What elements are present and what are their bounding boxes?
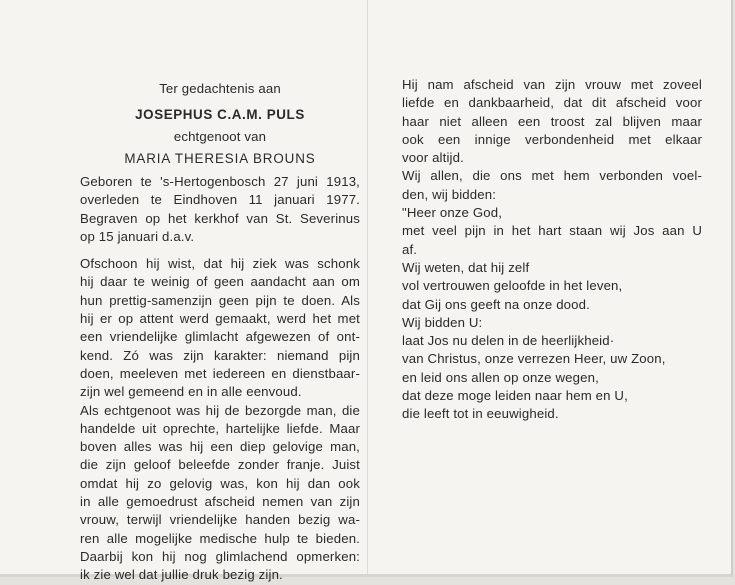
prayer-line: Wij bidden U: [402, 314, 483, 330]
prayer-line: die leeft tot in eeuwigheid. [402, 406, 559, 422]
body-line: Daarbij kon hij nog glimlachend opmerken: [80, 548, 360, 564]
prayer-line: met veel pijn in het hart staan wij Jos aan U [402, 223, 702, 239]
prayer-line: Wij allen, die ons met hem verbonden voel- [402, 168, 702, 184]
prayer-line: ook een innige verbondenheid met elkaar [402, 131, 702, 147]
prayer-line: van Christus, onze verrezen Heer, uw Zoon, [402, 351, 666, 367]
prayer-line: af. [402, 241, 418, 257]
prayer-line: haar niet alleen een troost zal blijven maar [402, 113, 702, 129]
body-line: Als echtgenoot was hij de bezorgde man, die [80, 402, 360, 418]
body-line: Ofschoon hij wist, dat hij ziek was schonk [80, 256, 360, 272]
prayer-line: dat Gij ons geeft na onze dood. [402, 296, 590, 312]
prayer-line: voor altijd. [402, 150, 464, 166]
right-panel [402, 76, 702, 424]
prayer-line: laat Jos nu delen in de heerlijkheid· [402, 333, 615, 349]
birth-line: op 15 januari d.a.v. [80, 228, 195, 244]
memorial-heading: Ter gedachtenis aan [159, 81, 281, 96]
body-line: vrouw, terwijl vriendelijke handen bezig wa- [80, 512, 360, 528]
birth-line: Begraven op het kerkhof van St. Severinus [80, 210, 360, 226]
body-line: omdat hij zo gelovig was, kon hij dan ook [80, 475, 360, 491]
body-line: boven alles was hij een diep gelovige man, [80, 439, 360, 455]
card-fold [367, 0, 368, 574]
body-line: hij er op attent werd gemaakt, werd het met [80, 311, 360, 327]
body-line: doen, meeleven met iedereen en dienstbaar- [80, 365, 360, 381]
body-line: ik zie wel dat jullie druk bezig zijn. [80, 567, 283, 583]
left-panel [80, 78, 360, 585]
body-line: in alle gemoedrust afscheid nemen van zijn [80, 494, 360, 510]
body-line: die zijn geloof beleefde zonder franje. Juist [80, 457, 360, 473]
birth-line: Geboren te 's-Hertogenbosch 27 juni 1913, [80, 174, 360, 189]
deceased-name: JOSEPHUS C.A.M. PULS [135, 107, 305, 122]
prayer-line: vol vertrouwen geloofde in het leven, [402, 278, 623, 294]
body-line: ren alle mogelijke medische hulp te bieden. [80, 530, 360, 546]
prayer-line: den, wij bidden: [402, 186, 497, 202]
relation-label: echtgenoot van [173, 129, 267, 144]
body-line: hij daar te weinig of geen aandacht aan om [80, 274, 360, 290]
prayer-line: "Heer onze God, [402, 205, 503, 221]
birth-line: overleden te Eindhoven 11 januari 1977. [80, 192, 360, 208]
body-line: een vriendelijke glimlacht afgewezen of ont- [80, 329, 360, 345]
prayer-line: liefde en dankbaarheid, dat dit afscheid voor [402, 95, 702, 111]
spouse-name: MARIA THERESIA BROUNS [124, 151, 316, 166]
body-line: kend. Zó was zijn karakter: niemand pijn [80, 347, 360, 363]
prayer-line: en leid ons allen op onze wegen, [402, 369, 599, 385]
body-line: hun prettig-samenzijn geen pijn te doen. Als [80, 292, 360, 308]
prayer-line: Hij nam afscheid van zijn vrouw met zoveel [402, 77, 702, 92]
prayer-line: Wij weten, dat hij zelf [402, 259, 530, 275]
body-line: zijn wel gemeend en in alle eenvoud. [80, 384, 302, 400]
body-line: handelde uit oprechte, hartelijke liefde. Maar [80, 420, 360, 436]
prayer-line: dat deze moge leiden naar hem en U, [402, 388, 628, 404]
